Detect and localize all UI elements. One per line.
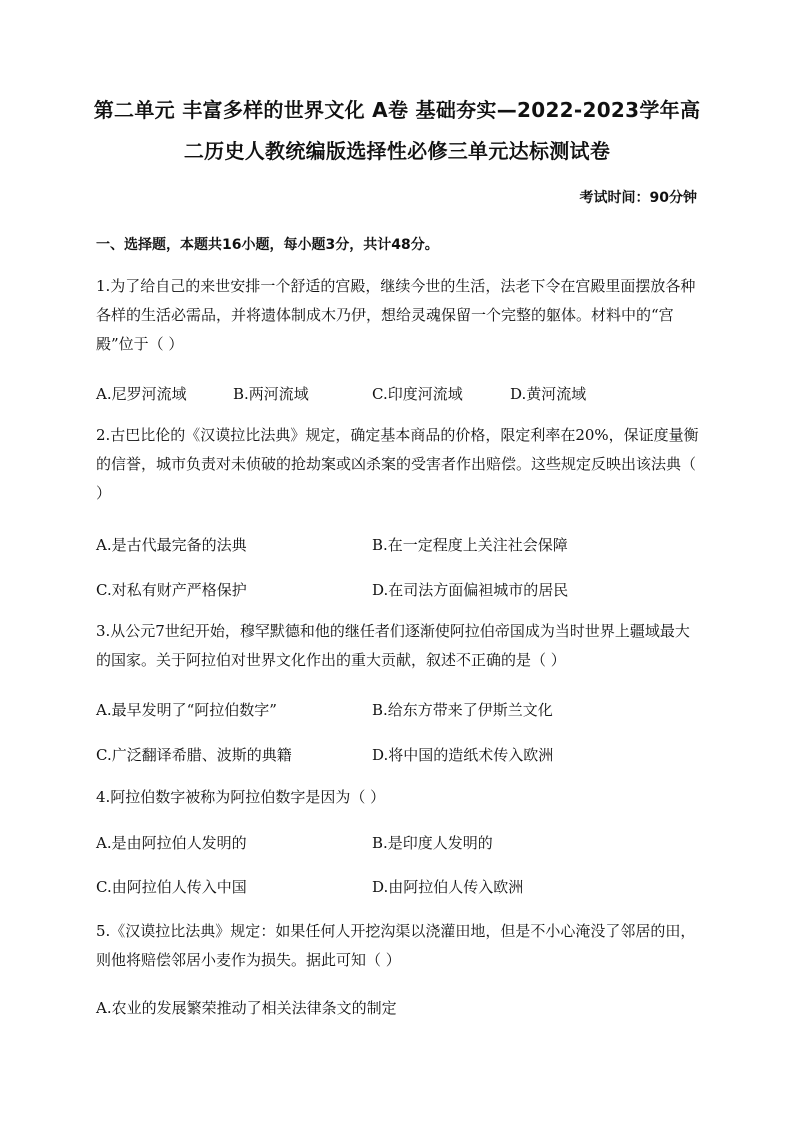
question-4-option-d: D.由阿拉伯人传入欧洲 bbox=[372, 878, 524, 896]
question-5-option-a: A.农业的发展繁荣推动了相关法律条文的制定 bbox=[96, 999, 397, 1017]
question-4-option-b: B.是印度人发明的 bbox=[372, 834, 493, 852]
question-3-stem: 3.从公元7世纪开始，穆罕默德和他的继任者们逐渐使阿拉伯帝国成为当时世界上疆域最大的国家。关于阿拉伯对世界文化作出的重大贡献，叙述不正确的是（ ） bbox=[96, 622, 690, 669]
question-2-option-a: A.是古代最完备的法典 bbox=[96, 536, 247, 554]
question-2-option-c: C.对私有财产严格保护 bbox=[96, 581, 247, 599]
question-1-option-c: C.印度河流域 bbox=[372, 385, 463, 403]
question-4-option-c: C.由阿拉伯人传入中国 bbox=[96, 878, 247, 896]
question-5-stem: 5.《汉谟拉比法典》规定：如果任何人开挖沟渠以浇灌田地，但是不小心淹没了邻居的田，则他将赔偿邻居小麦作为损失。据此可知（ ） bbox=[96, 922, 696, 969]
question-4-option-a: A.是由阿拉伯人发明的 bbox=[96, 834, 247, 852]
exam-time: 考试时间：90分钟 bbox=[579, 190, 697, 206]
page-title-line-1: 第二单元 丰富多样的世界文化 A卷 基础夯实—2022-2023学年高 bbox=[93, 98, 701, 122]
question-3-option-d: D.将中国的造纸术传入欧洲 bbox=[372, 746, 554, 764]
section-heading: 一、选择题，本题共16小题，每小题3分，共计48分。 bbox=[96, 237, 439, 253]
question-1-option-d: D.黄河流域 bbox=[510, 385, 587, 403]
question-1-stem: 1.为了给自己的来世安排一个舒适的宫殿，继续今世的生活，法老下令在宫殿里面摆放各种各样的生活必需品，并将遗体制成木乃伊，想给灵魂保留一个完整的躯体。材料中的“宫殿”位于（ ） bbox=[96, 277, 696, 353]
question-3-option-a: A.最早发明了“阿拉伯数字” bbox=[96, 701, 277, 719]
question-2-option-d: D.在司法方面偏袒城市的居民 bbox=[372, 581, 569, 599]
question-1-option-b: B.两河流域 bbox=[233, 385, 309, 403]
question-3-option-c: C.广泛翻译希腊、波斯的典籍 bbox=[96, 746, 292, 764]
question-2-option-b: B.在一定程度上关注社会保障 bbox=[372, 536, 568, 554]
question-1-option-a: A.尼罗河流域 bbox=[96, 385, 187, 403]
question-2-stem: 2.古巴比伦的《汉谟拉比法典》规定，确定基本商品的价格，限定利率在20%，保证度量衡的信誉，城市负责对未侦破的抢劫案或凶杀案的受害者作出赔偿。这些规定反映出该法典（ ） bbox=[96, 426, 699, 502]
question-4-stem: 4.阿拉伯数字被称为阿拉伯数字是因为（ ） bbox=[96, 788, 386, 806]
page-title-line-2: 二历史人教统编版选择性必修三单元达标测试卷 bbox=[183, 139, 611, 163]
question-3-option-b: B.给东方带来了伊斯兰文化 bbox=[372, 701, 553, 719]
